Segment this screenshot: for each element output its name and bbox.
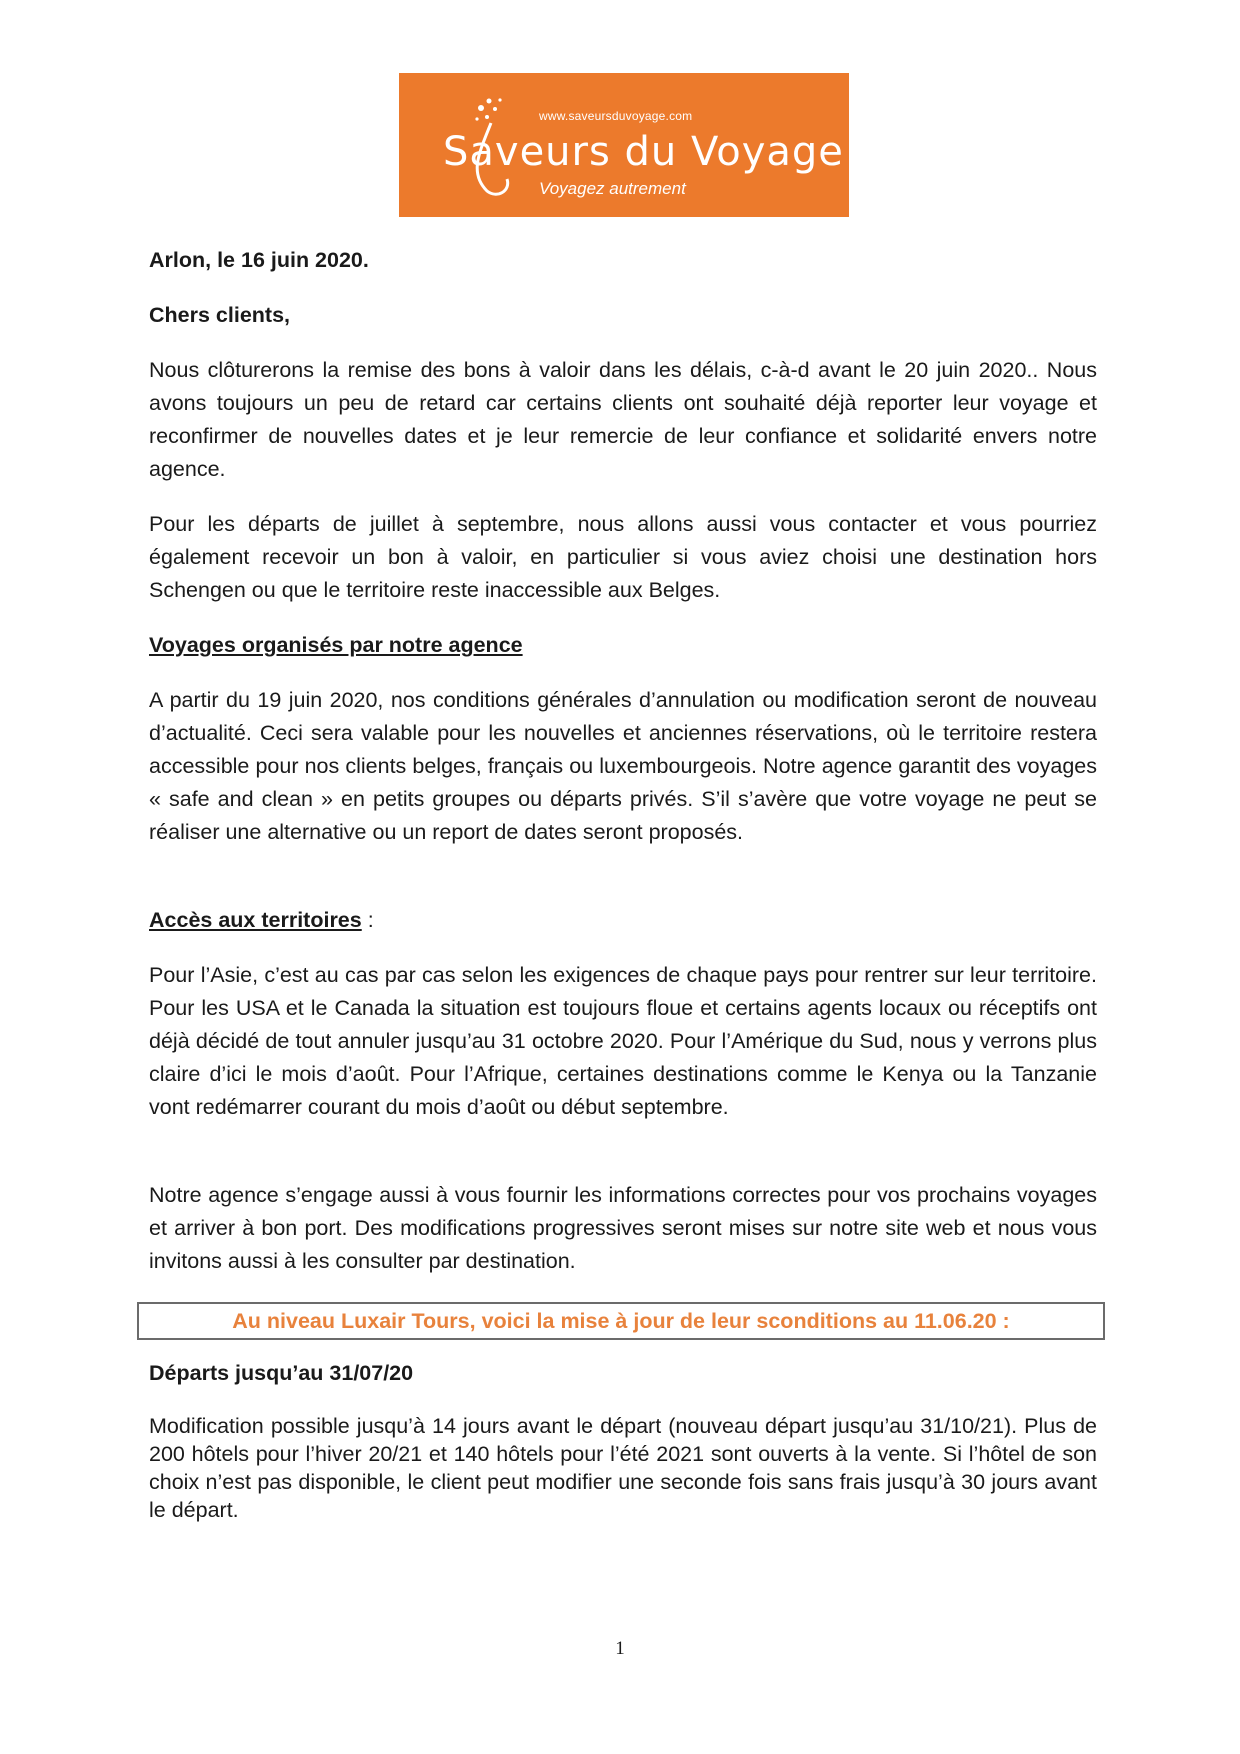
logo-tagline: Voyagez autrement	[539, 179, 686, 198]
heading-territory-access: Accès aux territoires	[149, 908, 362, 932]
paragraph-departures: Pour les départs de juillet à septembre, nous allons aussi vous contacter et vous pourriez également recevoir un bon à valoir, en particulier si vous aviez choisi une destination hors Schengen ou que le territoire reste inaccessible aux Belges.	[149, 512, 1097, 602]
paragraph-commitment: Notre agence s’engage aussi à vous fournir les informations correctes pour vos prochains voyages et arriver à bon port. Des modifications progressives seront mises sur notre site web et nous vous invitons aussi à les consulter par destination.	[149, 1183, 1097, 1273]
heading-departures-until: Départs jusqu’au 31/07/20	[149, 1361, 414, 1385]
heading-colon: :	[361, 908, 374, 932]
heading-territory-access-line	[149, 904, 1097, 937]
paragraph-vouchers: Nous clôturerons la remise des bons à valoir dans les délais, c-à-d avant le 20 juin 2020.. Nous avons toujours un peu de retard car certains clients ont souhaité déjà reporter leur voyage et reconfirmer de nouvelles dates et je leur remercie de leur confiance et solidarité envers notre agence.	[149, 358, 1097, 481]
heading-organized-trips: Voyages organisés par notre agence	[149, 633, 523, 657]
page-number: 1	[615, 1638, 625, 1659]
paragraph-territories: Pour l’Asie, c’est au cas par cas selon les exigences de chaque pays pour rentrer sur leur territoire. Pour les USA et le Canada la situation est toujours floue et certains agents locaux ou réceptifs ont déjà décidé de tout annuler jusqu’au 31 octobre 2020. Pour l’Amérique du Sud, nous y verrons plus claire d’ici le mois d’août. Pour l’Afrique, certaines destinations comme le Kenya ou la Tanzanie vont redémarrer courant du mois d’août ou début septembre.	[149, 963, 1097, 1119]
company-logo	[399, 73, 849, 217]
luxair-notice-text: Au niveau Luxair Tours, voici la mise à jour de leur sconditions au 11.06.20 :	[232, 1308, 1010, 1333]
date-line: Arlon, le 16 juin 2020.	[149, 248, 369, 272]
paragraph-conditions: A partir du 19 juin 2020, nos conditions générales d’annulation ou modification seront de nouveau d’actualité. Ceci sera valable pour les nouvelles et anciennes réservations, où le territoire restera accessible pour nos clients belges, français ou luxembourgeois. Notre agence garantit des voyages « safe and clean » en petits groupes ou départs privés. S’il s’avère que votre voyage ne peut se réaliser une alternative ou un report de dates seront proposés.	[149, 688, 1097, 844]
logo-brand-name: Saveurs du Voyage	[443, 129, 844, 175]
greeting: Chers clients,	[149, 303, 290, 327]
luxair-notice-box	[137, 1302, 1105, 1340]
logo-url: www.saveursduvoyage.com	[539, 109, 693, 123]
paragraph-modification: Modification possible jusqu’à 14 jours avant le départ (nouveau départ jusqu’au 31/10/21). Plus de 200 hôtels pour l’hiver 20/21 et 140 hôtels pour l’été 2021 sont ouverts à la vente. Si l’hôtel de son choix n’est pas disponible, le client peut modifier une seconde fois sans frais jusqu’à 30 jours avant le départ.	[149, 1414, 1097, 1522]
